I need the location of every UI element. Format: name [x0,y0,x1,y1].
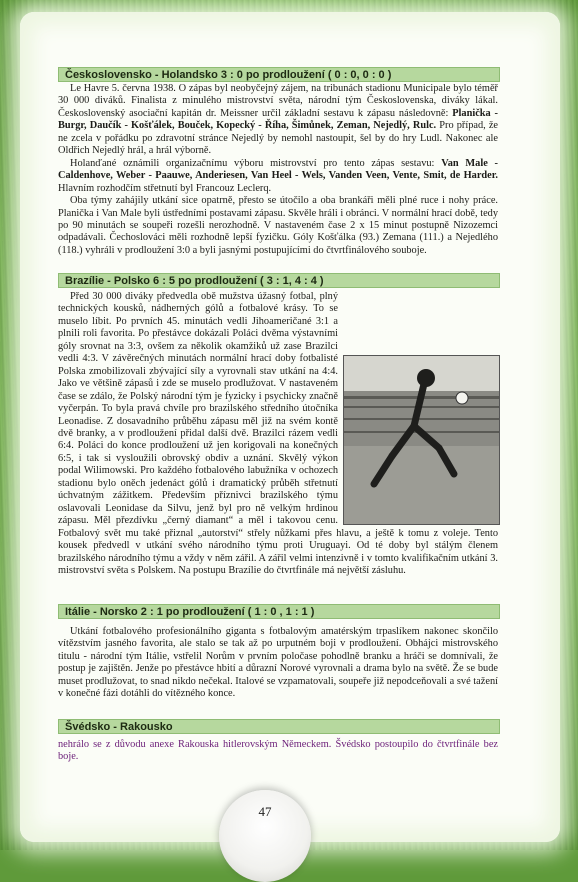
paragraph-text: Holanďané oznámili organizačnímu výboru mistrovství pro tento zápas sestavu: [70,157,435,169]
paragraph-text: Le Havre 5. června 1938. O zápas byl neobyčejný zájem, na tribunách stadionu Municipale bylo téměř 30 000 diváků. Finalista z minulého mistrovství světa, národní tým Československa, diváky lákal. Československý asociační kapitán dr. Meissner určil základní sestavu k zápasu následovně: [58,83,498,119]
paragraph-text: Pro případ, že ne zcela v pořádku po zdravotní stránce Nejedlý by nemohl nastoupit, šel by do hry Ludl. Nakonec ale Oldřich Nejedlý hrál, a hrál výborně. [58,120,499,157]
paragraph: Oba týmy zahájily utkání sice opatrně, přesto se útočilo a oba brankáři měli plné ruce i nohy práce. Planička i Van Male byli ústředními postavami zápasu. Skvěle hráli i obránci. V normální hrací době, tedy po 90 minutách se soupeři rozešli nerozhodně. V nastaveném čase 2 x 15 minut postupně Nizozemci odpadávali. Čechoslováci měli rozhodně lepší fyzičku. Góly Košťálka (93.) Zemana (111.) a Nejedlého (118.) vyhráli v prodloužení 3:0 a byli jasnými postupujícími do čtvrtfinálového souboje. [58,195,498,256]
paragraph-text: Hlavním rozhodčím střetnutí byl Francouz Leclerq. [58,182,272,194]
paragraph [58,158,498,195]
paragraph [58,83,498,158]
paragraph: nehrálo se z důvodu anexe Rakouska hitlerovským Německem. Švédsko postoupilo do čtvrtfinále bez boje. [58,739,498,763]
bicycle-kick-photo [343,355,500,525]
paragraph: Utkání fotbalového profesionálního giganta s fotbalovým amatérským trpaslíkem nakonec skončilo vítězstvím jasného favorita, ale stalo se tak až po urputném boji v prodloužení. Obhájci mistrovského titulu - národní tým Itálie, vstřelil Norům v prvním poločase pohodlně branku a hráči se domnívali, že postup je zajištěn. Jenže po přestávce hbití a důrazní Norové vyrovnali a drama bylo na světě. Že se bude muset prodlužovat, to snad nikdo nečekal. Italové se vzpamatovali, soupeře již nepodceňovali a své tažení v konečné fázi dotáhli do vítězného konce. [58,626,498,700]
section-header-br-pl: Brazílie - Polsko 6 : 5 po prodloužení ( 3 : 1, 4 : 4 ) [58,273,500,288]
lineup-netherlands: Van Male - Caldenhove, Weber - Paauwe, Anderiesen, Van Heel - Wels, Vanden Veen, Vente, Smit, de Harder. [58,157,498,182]
section-header-se-at: Švédsko - Rakousko [58,719,500,734]
section-body-cs-nl [58,83,498,257]
page-number: 47 [258,804,272,819]
section-body-se-at [58,739,498,764]
section-body-it-no [58,626,498,701]
section-header-cs-nl: Československo - Holandsko 3 : 0 po prodloužení ( 0 : 0, 0 : 0 ) [58,67,500,82]
lineup-czechoslovakia: Planička - Burgr, Daučík - Košťálek, Bouček, Kopecký - Říha, Šimůnek, Zeman, Nejedlý, Rulc. [58,107,499,132]
section-header-it-no: Itálie - Norsko 2 : 1 po prodloužení ( 1 : 0 , 1 : 1 ) [58,604,500,619]
photo-image [344,356,499,524]
football-graphic [219,790,311,882]
paragraph: Před 30 000 diváky předvedla obě mužstva úžasný fotbal, plný technických kousků, nádherných gólů a fotbalové krásy. To se muselo líbit. Po prvních 45. minutách vedli Jihoameričané 3:1 a plnili roli favorita. Po přestávce dokázali Poláci dvěma výstavními góly srovnat na 3:3, ovšem za několik okamžiků už zase Brazilci vedli 4:3. V závěrečných minutách normální hrací doby fotbalisté Polska zmobilizovali zbývající síly a vyrovnali stav utkání na 4:4. Jako ve většině zápasů i zde se muselo prodlužovat. V nastaveném čase se zdálo, že Polský národní tým je fyzicky i psychicky značně vyčerpán. To byla pravá chvíle pro brazilského středního útočníka Leonadise. Z dosavadního průběhu zápasu měl již na svém kontě dvě branky, a v prodloužení přidal další dvě. Brazilci rázem vedli 6:4. Poláci do konce prodloužení už jen korigovali na konečných 6:5, i tak si vysloužili obrovský obdiv a uznání. Skvělý výkon podal Wilimowski. Pro každého fotbalového labužníka v ochozech stadionu bylo oněch jedenáct gólů i dramatický průběh střetnutí úchvatným zážitkem. Především příznivci brazilského týmu oslavovali Leonidase da Silvu, jenž byl pro ně velkým hrdinou zápasu. Měl přezdívku „černý diamant“ a měl i takovou cenu. Fotbalový svět mu také přiznal „autorství“ střely nůžkami přes hlavu, a ještě k tomu z voleje. Tento kousek předvedl v utkání svého národního týmu proti Uruguayi. Od té doby byl stálým členem brazilského národního týmu a vždy v něm zářil. A zářil velmi intenzivně i v tomto kvalifikačním utkání 3. mistrovství světa s Polskem. Na postupu Brazílie do čtvrtfinále má největší zásluhu. [58,291,498,576]
